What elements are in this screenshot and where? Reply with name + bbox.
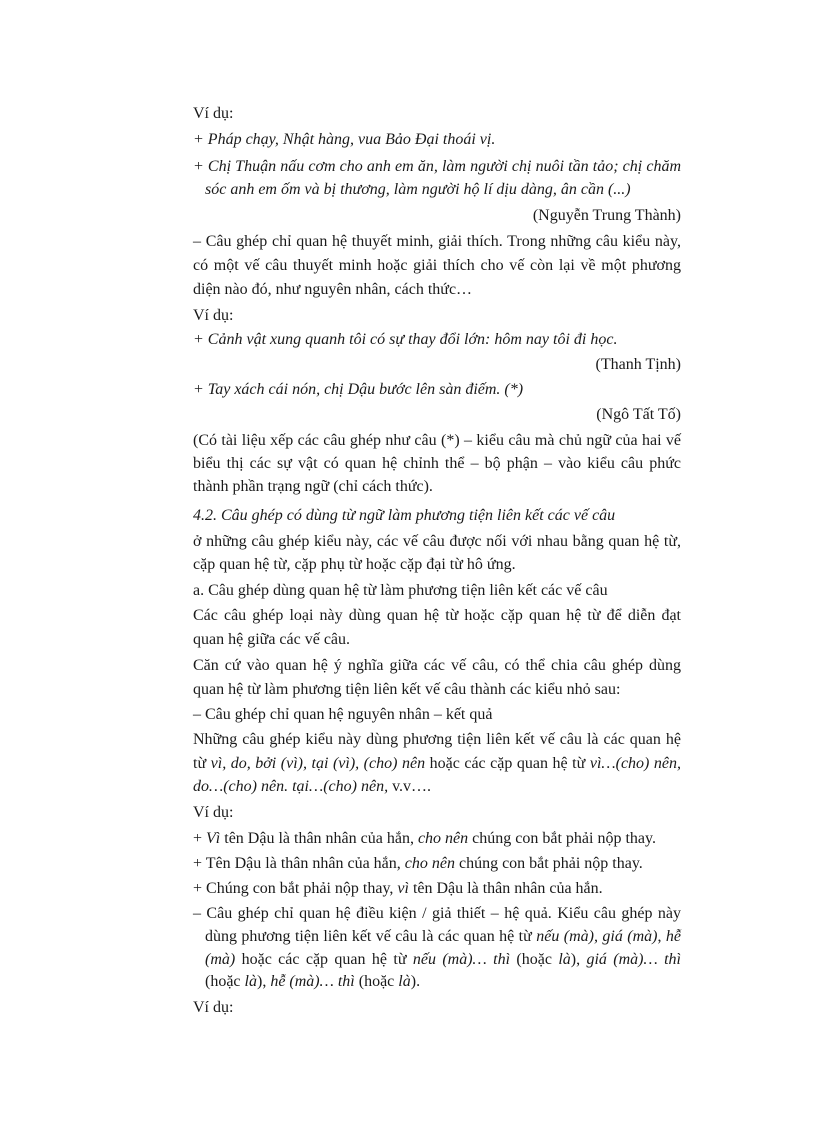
text-line: – Câu ghép chỉ quan hệ điều kiện / giả thiết – hệ quả. Kiểu câu ghép này [193, 905, 681, 922]
subsection-heading: a. Câu ghép dùng quan hệ từ làm phương tiện liên kết các vế câu [193, 582, 608, 599]
text-line: biểu thị các sự vật có quan hệ chỉnh thể – bộ phận – vào kiểu câu phức [193, 455, 681, 472]
example-line: sóc anh em ốm và bị thương, làm người hộ lí dịu dàng, ân cần (...) [205, 181, 631, 198]
text-line: Căn cứ vào quan hệ ý nghĩa giữa các vế câu, có thể chia câu ghép dùng [193, 657, 681, 674]
text-line: từ vì, do, bởi (vì), tại (vì), (cho) nên hoặc các cặp quan hệ từ vì…(cho) nên, [193, 755, 682, 772]
text-line: – Câu ghép chỉ quan hệ thuyết minh, giải thích. Trong những câu kiểu này, [193, 233, 681, 250]
source-citation: (Nguyễn Trung Thành) [532, 207, 681, 224]
text-line: cặp quan hệ từ, cặp phụ từ hoặc cặp đại từ hô ứng. [193, 556, 516, 573]
text-line: Ví dụ: [193, 804, 234, 821]
text-line: thành phần trạng ngữ (chỉ cách thức). [193, 478, 433, 495]
text-line: Ví dụ: [193, 307, 234, 324]
text-line: dùng phương tiện liên kết vế câu là các quan hệ từ nếu (mà), giá (mà), hễ [205, 928, 682, 945]
example-line: + Pháp chạy, Nhật hàng, vua Bảo Đại thoái vị. [193, 131, 496, 148]
example-line: + Vì tên Dậu là thân nhân của hắn, cho nên chúng con bắt phải nộp thay. [193, 830, 656, 847]
text-line: diện nào đó, như nguyên nhân, cách thức… [193, 281, 473, 298]
example-line: + Chúng con bắt phải nộp thay, vì tên Dậu là thân nhân của hắn. [193, 880, 603, 897]
text-line: Ví dụ: [193, 999, 234, 1016]
text-line: quan hệ từ làm phương tiện liên kết vế câu thành các kiểu nhỏ sau: [193, 681, 621, 698]
text-line: ở những câu ghép kiểu này, các vế câu được nối với nhau bằng quan hệ từ, [193, 533, 681, 550]
text-line: Các câu ghép loại này dùng quan hệ từ hoặc cặp quan hệ từ để diễn đạt [193, 607, 681, 624]
example-line: + Tay xách cái nón, chị Dậu bước lên sàn điếm. (*) [193, 381, 524, 398]
text-line: (hoặc là), hễ (mà)… thì (hoặc là). [205, 973, 421, 990]
text-line: do…(cho) nên. tại…(cho) nên, v.v…. [193, 778, 432, 795]
section-heading: 4.2. Câu ghép có dùng từ ngữ làm phương tiện liên kết các vế câu [193, 507, 616, 524]
example-line: + Tên Dậu là thân nhân của hắn, cho nên chúng con bắt phải nộp thay. [193, 855, 643, 872]
source-citation: (Thanh Tịnh) [595, 356, 681, 373]
text-line: (mà) hoặc các cặp quan hệ từ nếu (mà)… thì (hoặc là), giá (mà)… thì [205, 951, 682, 968]
text-line: – Câu ghép chỉ quan hệ nguyên nhân – kết quả [193, 706, 493, 723]
text-line: có một vế câu thuyết minh hoặc giải thích cho vế còn lại về một phương [193, 257, 681, 274]
text-line: (Có tài liệu xếp các câu ghép như câu (*) – kiểu câu mà chủ ngữ của hai vế [193, 432, 681, 449]
source-citation: (Ngô Tất Tố) [596, 406, 681, 423]
text-line: quan hệ giữa các vế câu. [193, 631, 351, 648]
example-line: + Chị Thuận nấu cơm cho anh em ăn, làm người chị nuôi tần tảo; chị chăm [193, 158, 681, 175]
example-line: + Cảnh vật xung quanh tôi có sự thay đổi lớn: hôm nay tôi đi học. [193, 331, 618, 348]
text-line: Những câu ghép kiểu này dùng phương tiện liên kết vế câu là các quan hệ [193, 731, 681, 748]
text-line: Ví dụ: [193, 105, 234, 122]
